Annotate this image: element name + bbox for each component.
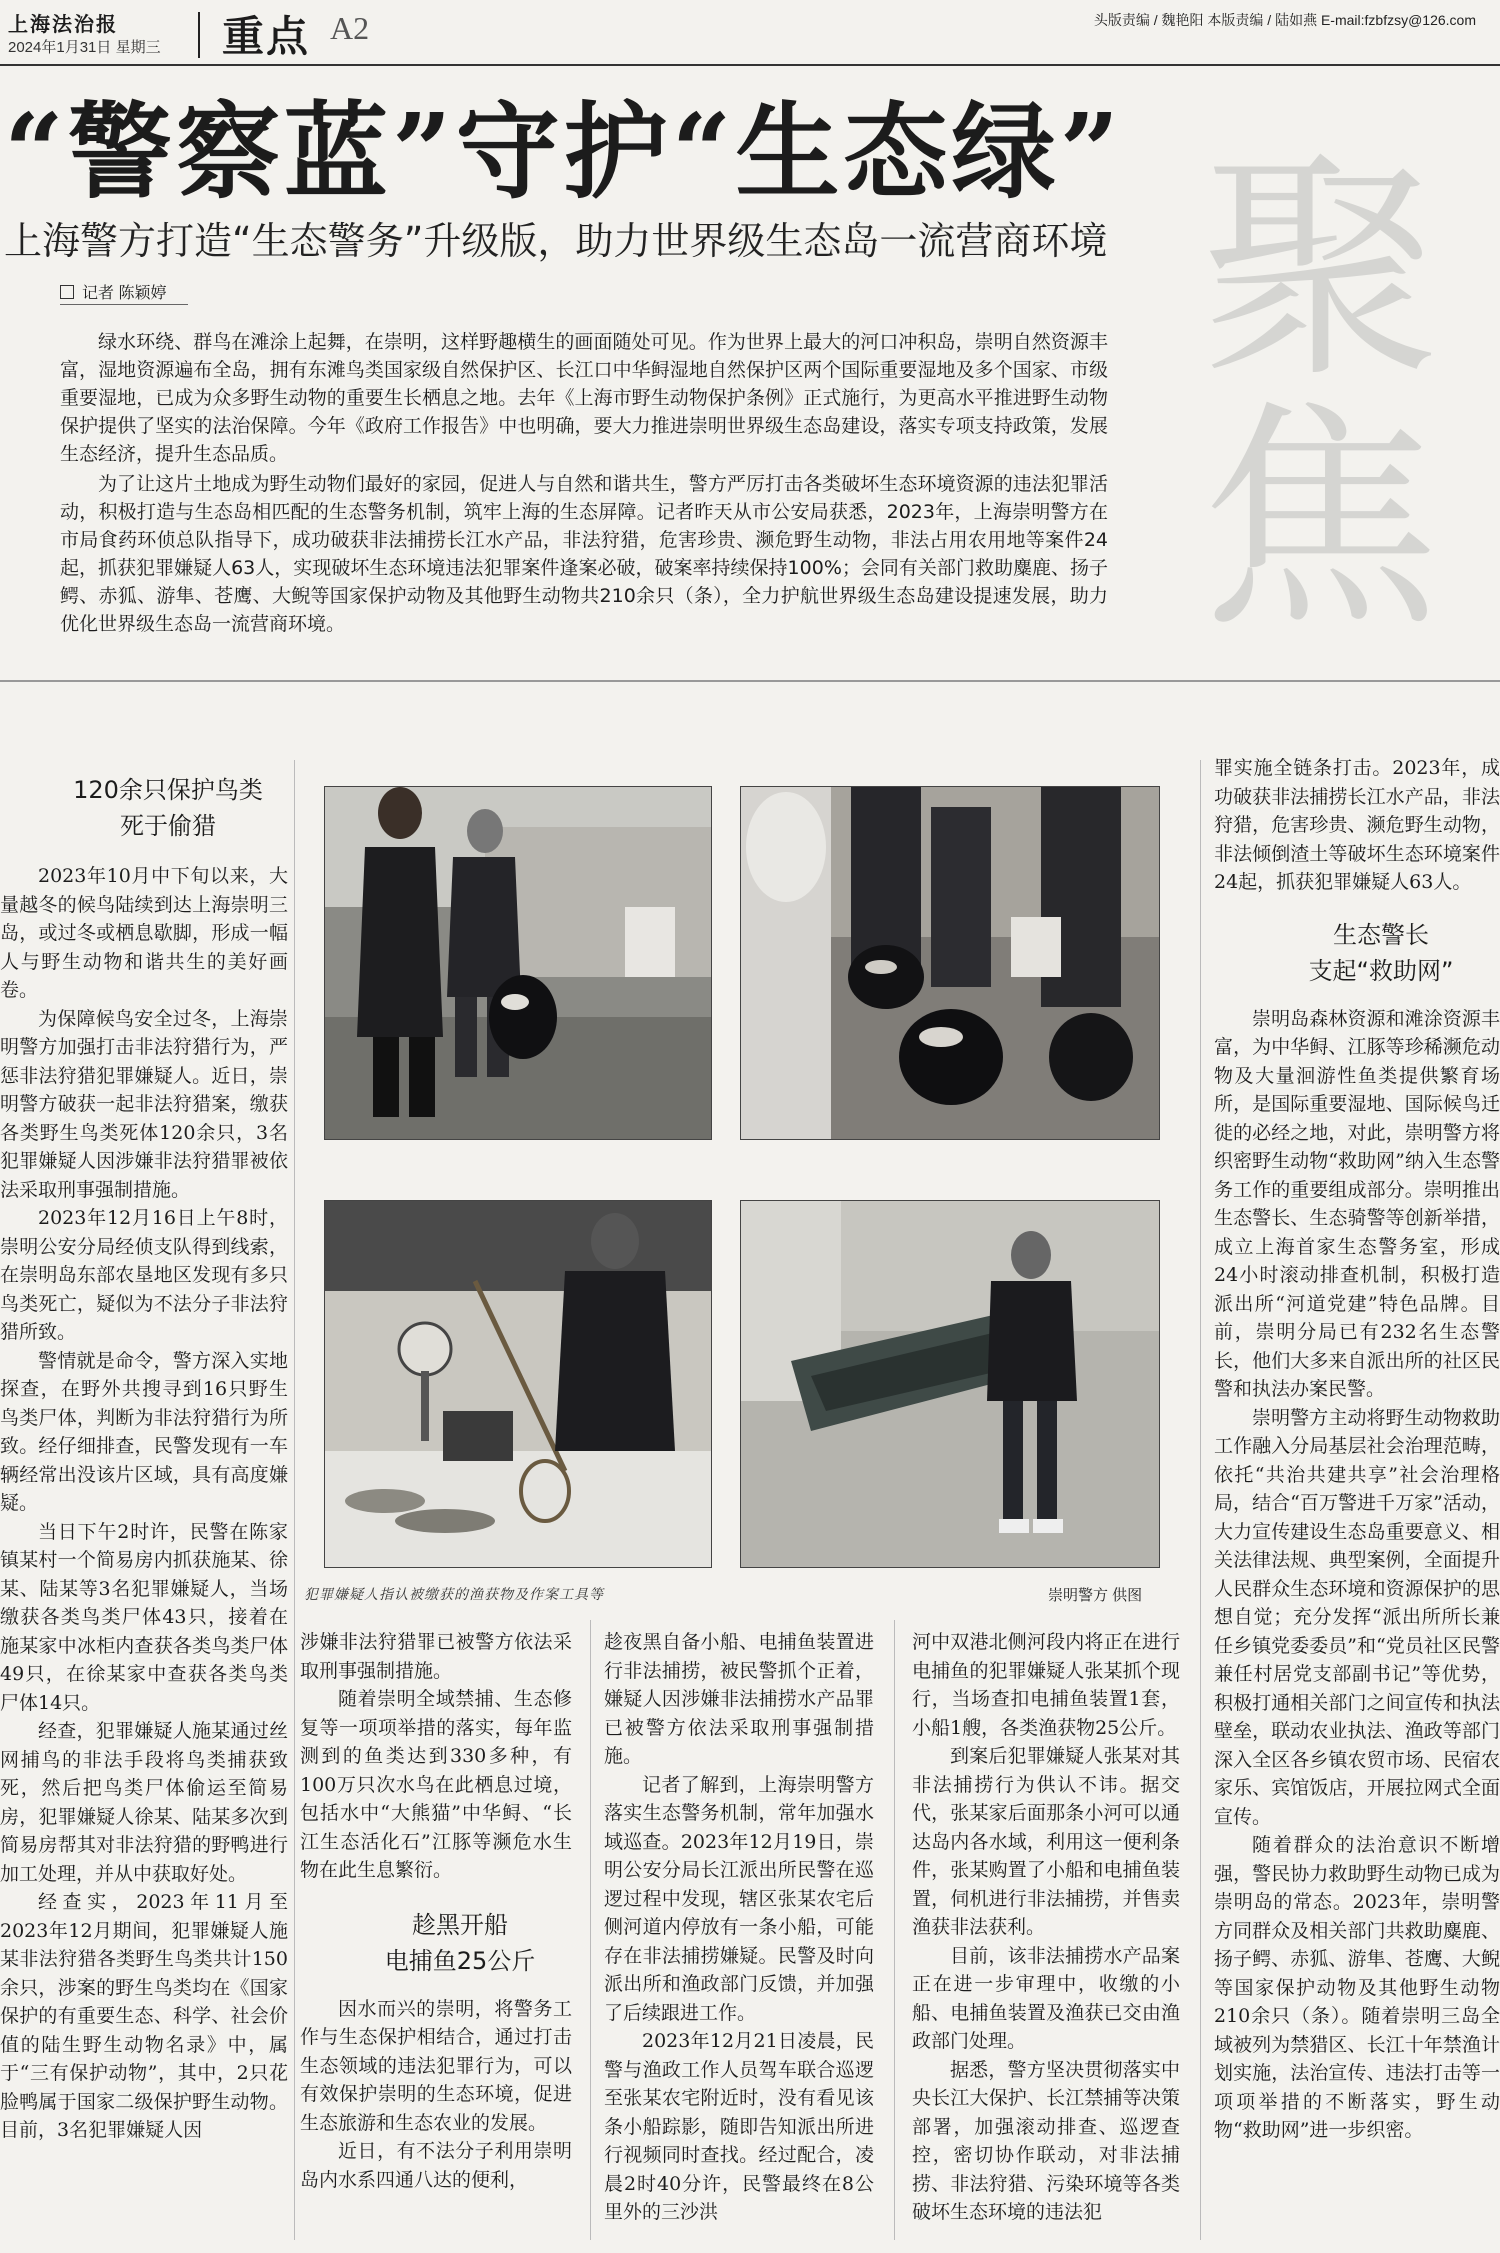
column-rule bbox=[894, 1620, 895, 2240]
issue-date: 2024年1月31日 星期三 bbox=[8, 39, 161, 56]
body-paragraph: 2023年10月中下旬以来，大量越冬的候鸟陆续到达上海崇明三岛，或过冬或栖息歇脚，形成一幅人与野生动物和谐共生的美好画卷。 bbox=[0, 865, 288, 1001]
column-rule bbox=[1200, 760, 1201, 2240]
section-title: 生态警长 bbox=[1333, 920, 1429, 949]
column-rule bbox=[590, 1620, 591, 2240]
byline-text: 记者 陈颖婷 bbox=[82, 285, 167, 302]
body-paragraph: 目前，该非法捕捞水产品案正在进一步审理中，收缴的小船、电捕鱼装置及渔获已交由渔政部门处理。 bbox=[912, 1944, 1180, 2052]
body-paragraph: 为保障候鸟安全过冬，上海崇明警方加强打击非法狩猎行为，严惩非法狩猎犯罪嫌疑人。近日，崇明警方破获一起非法狩猎案，缴获各类野生鸟类死体120余只，3名犯罪嫌疑人因涉嫌非法狩猎罪被依法采取刑事强制措施。 bbox=[0, 1007, 288, 1201]
body-paragraph: 近日，有不法分子利用崇明岛内水系四通八达的便利， bbox=[300, 2140, 572, 2191]
lead-bottom-rule bbox=[0, 680, 1500, 682]
photo-suspect-with-boat bbox=[740, 1200, 1160, 1568]
body-paragraph: 记者了解到，上海崇明警方落实生态警务机制，常年加强水域巡查。2023年12月19日，崇明公安分局长江派出所民警在巡逻过程中发现，辖区张某农宅后侧河道内停放有一条小船，可能存在非法捕捞嫌疑。民警及时向派出所和渔政部门反馈，并加强了后续跟进工作。 bbox=[604, 1773, 874, 2024]
section-title: 支起“救助网” bbox=[1308, 956, 1454, 985]
section-name: 重点 bbox=[222, 12, 311, 61]
paper-name: 上海法治报 bbox=[8, 12, 118, 36]
editors-line: 头版责编 / 魏艳阳 本版责编 / 陆如燕 E-mail:fzbfzsy@126.com bbox=[1093, 12, 1476, 28]
photo-seized-birds bbox=[740, 786, 1160, 1140]
side-label-char-1: 聚 bbox=[1199, 130, 1440, 410]
body-paragraph: 罪实施全链条打击。2023年，成功破获非法捕捞长江水产品，非法狩猎，危害珍贵、濒危野生动物，非法倾倒渣土等破坏生态环境案件24起，抓获犯罪嫌疑人63人。 bbox=[1214, 757, 1500, 893]
photo-suspect-with-fish bbox=[324, 1200, 712, 1568]
column-rule bbox=[294, 760, 295, 2240]
body-paragraph: 经查实，2023年11月至2023年12月期间，犯罪嫌疑人施某非法狩猎各类野生鸟类共计150余只，涉案的野生鸟类均在《国家保护的有重要生态、科学、社会价值的陆生野生动物名录》中，属于“三有保护动物”，其中，2只花脸鸭属于国家二级保护野生动物。目前，3名犯罪嫌疑人因 bbox=[0, 1891, 288, 2141]
body-paragraph: 警情就是命令，警方深入实地探查，在野外共搜寻到16只野生鸟类尸体，判断为非法狩猎行为所致。经仔细排查，民警发现有一车辆经常出没该片区域，具有高度嫌疑。 bbox=[0, 1349, 288, 1514]
page-number: A2 bbox=[330, 10, 370, 46]
photo-suspects-with-bags bbox=[324, 786, 712, 1140]
body-paragraph: 崇明警方主动将野生动物救助工作融入分局基层社会治理范畴，依托“共治共建共享”社会治理格局，结合“百万警进千万家”活动，大力宣传建设生态岛重要意义、相关法律法规、典型案例，全面提升人民群众生态环境和资源保护的思想自觉；充分发挥“派出所所长兼任乡镇党委委员”和“党员社区民警兼任村居党支部副书记”等优势，积极打通相关部门之间宣传和执法壁垒，联动农业执法、渔政等部门深入全区各乡镇农贸市场、民宿农家乐、宾馆饭店，开展拉网式全面宣传。 bbox=[1214, 1406, 1500, 1828]
section-title: 120余只保护鸟类 bbox=[73, 776, 263, 804]
photo-credit: 崇明警方 供图 bbox=[1048, 1587, 1143, 1604]
column-4 bbox=[912, 1628, 1180, 2227]
body-paragraph: 涉嫌非法狩猎罪已被警方依法采取刑事强制措施。 bbox=[300, 1631, 572, 1682]
section-title: 死于偷猎 bbox=[120, 812, 216, 840]
byline-rule bbox=[60, 304, 188, 305]
body-paragraph: 到案后犯罪嫌疑人张某对其非法捕捞行为供认不讳。据交代，张某家后面那条小河可以通达岛内各水域，利用这一便利条件，张某购置了小船和电捕鱼装置，伺机进行非法捕捞，并售卖渔获非法获利。 bbox=[912, 1745, 1180, 1938]
masthead-rule bbox=[0, 64, 1500, 66]
byline-box-icon bbox=[60, 285, 74, 299]
body-paragraph: 经查，犯罪嫌疑人施某通过丝网捕鸟的非法手段将鸟类捕获致死，然后把鸟类尸体偷运至简易房，犯罪嫌疑人徐某、陆某多次到简易房帮其对非法狩猎的野鸭进行加工处理，并从中获取好处。 bbox=[0, 1720, 288, 1885]
column-1 bbox=[0, 772, 288, 2145]
column-3 bbox=[604, 1628, 874, 2227]
body-paragraph: 2023年12月16日上午8时，崇明公安分局经侦支队得到线索，在崇明岛东部农垦地区发现有多只鸟类死亡，疑似为不法分子非法狩猎所致。 bbox=[0, 1207, 288, 1343]
masthead-divider bbox=[198, 12, 200, 58]
body-paragraph: 趁夜黑自备小船、电捕鱼装置进行非法捕捞，被民警抓个正着，嫌疑人因涉嫌非法捕捞水产品罪已被警方依法采取刑事强制措施。 bbox=[604, 1631, 874, 1767]
lead-paragraph: 为了让这片土地成为野生动物们最好的家园，促进人与自然和谐共生，警方严厉打击各类破坏生态环境资源的违法犯罪活动，积极打造与生态岛相匹配的生态警务机制，筑牢上海的生态屏障。记者昨天从市公安局获悉，2023年，上海崇明警方在市局食药环侦总队指导下，成功破获非法捕捞长江水产品，非法狩猎，危害珍贵、濒危野生动物，非法占用农用地等案件24起，抓获犯罪嫌疑人63人，实现破坏生态环境违法犯罪案件逢案必破，破案率持续保持100%；会同有关部门救助麋鹿、扬子鳄、赤狐、游隼、苍鹰、大鲵等国家保护动物及其他野生动物共210余只（条），全力护航世界级生态岛建设提速发展，助力优化世界级生态岛一流营商环境。 bbox=[60, 473, 1108, 635]
byline bbox=[60, 280, 166, 303]
photo-caption: 犯罪嫌疑人指认被缴获的渔获物及作案工具等 bbox=[304, 1587, 604, 1603]
section-title: 趁黑开船 bbox=[412, 1910, 508, 1939]
body-paragraph: 据悉，警方坚决贯彻落实中央长江大保护、长江禁捕等决策部署，加强滚动排查、巡逻查控，密切协作联动，对非法捕捞、非法狩猎、污染环境等各类破坏生态环境的违法犯 bbox=[912, 2058, 1180, 2223]
body-paragraph: 河中双港北侧河段内将正在进行电捕鱼的犯罪嫌疑人张某抓个现行，当场查扣电捕鱼装置1套，小船1艘，各类渔获物25公斤。 bbox=[912, 1631, 1180, 1739]
column-2 bbox=[300, 1628, 572, 2194]
body-paragraph: 随着群众的法治意识不断增强，警民协力救助野生动物已成为崇明岛的常态。2023年，崇明警方同群众及相关部门共救助麋鹿、扬子鳄、赤狐、游隼、苍鹰、大鲵等国家保护动物及其他野生动物210余只（条）。随着崇明三岛全域被列为禁猎区、长江十年禁渔计划实施，法治宣传、违法打击等一项项举措的不断落实，野生动物“救助网”进一步织密。 bbox=[1214, 1834, 1500, 2141]
body-paragraph: 2023年12月21日凌晨，民警与渔政工作人员驾车联合巡逻至张某农宅附近时，没有看见该条小船踪影，随即告知派出所进行视频同时查找。经过配合，凌晨2时40分许，民警最终在8公里外的三沙洪 bbox=[604, 2030, 874, 2223]
lead-paragraph: 绿水环绕、群鸟在滩涂上起舞，在崇明，这样野趣横生的画面随处可见。作为世界上最大的河口冲积岛，崇明自然资源丰富，湿地资源遍布全岛，拥有东滩鸟类国家级自然保护区、长江口中华鲟湿地自然保护区两个国际重要湿地及多个国家、市级重要湿地，已成为众多野生动物的重要生长栖息之地。去年《上海市野生动物保护条例》正式施行，为更高水平推进野生动物保护提供了坚实的法治保障。今年《政府工作报告》中也明确，要大力推进崇明世界级生态岛建设，落实专项支持政策，发展生态经济，提升生态品质。 bbox=[60, 331, 1108, 465]
body-paragraph: 崇明岛森林资源和滩涂资源丰富，为中华鲟、江豚等珍稀濒危动物及大量洄游性鱼类提供繁育场所，是国际重要湿地、国际候鸟迁徙的必经之地，对此，崇明警方将织密野生动物“救助网”纳入生态警务工作的重要组成部分。崇明推出生态警长、生态骑警等创新举措，成立上海首家生态警务室，形成24小时滚动排查机制，积极打造派出所“河道党建”特色品牌。目前，崇明分局已有232名生态警长，他们大多来自派出所的社区民警和执法办案民警。 bbox=[1214, 1007, 1500, 1400]
lead-text bbox=[60, 328, 1108, 640]
headline: “警察蓝”守护“生态绿” bbox=[4, 90, 1124, 213]
body-paragraph: 随着崇明全域禁捕、生态修复等一项项举措的落实，每年监测到的鱼类达到330多种，有100万只次水鸟在此栖息过境，包括水中“大熊猫”中华鲟、“长江生态活化石”江豚等濒危水生物在此生息繁衍。 bbox=[300, 1688, 572, 1881]
body-paragraph: 当日下午2时许，民警在陈家镇某村一个简易房内抓获施某、徐某、陆某等3名犯罪嫌疑人，当场缴获各类鸟类尸体43只，接着在施某家中冰柜内查获各类鸟类尸体49只，在徐某家中查获各类鸟类尸体14只。 bbox=[0, 1520, 288, 1714]
column-5 bbox=[1214, 754, 1500, 2145]
subheadline: 上海警方打造“生态警务”升级版，助力世界级生态岛一流营商环境 bbox=[4, 219, 1108, 263]
body-paragraph: 因水而兴的崇明，将警务工作与生态保护相结合，通过打击生态领域的违法犯罪行为，可以有效保护崇明的生态环境，促进生态旅游和生态农业的发展。 bbox=[300, 1997, 572, 2134]
side-label-char-2: 焦 bbox=[1199, 380, 1440, 660]
section-title: 电捕鱼25公斤 bbox=[384, 1946, 536, 1975]
